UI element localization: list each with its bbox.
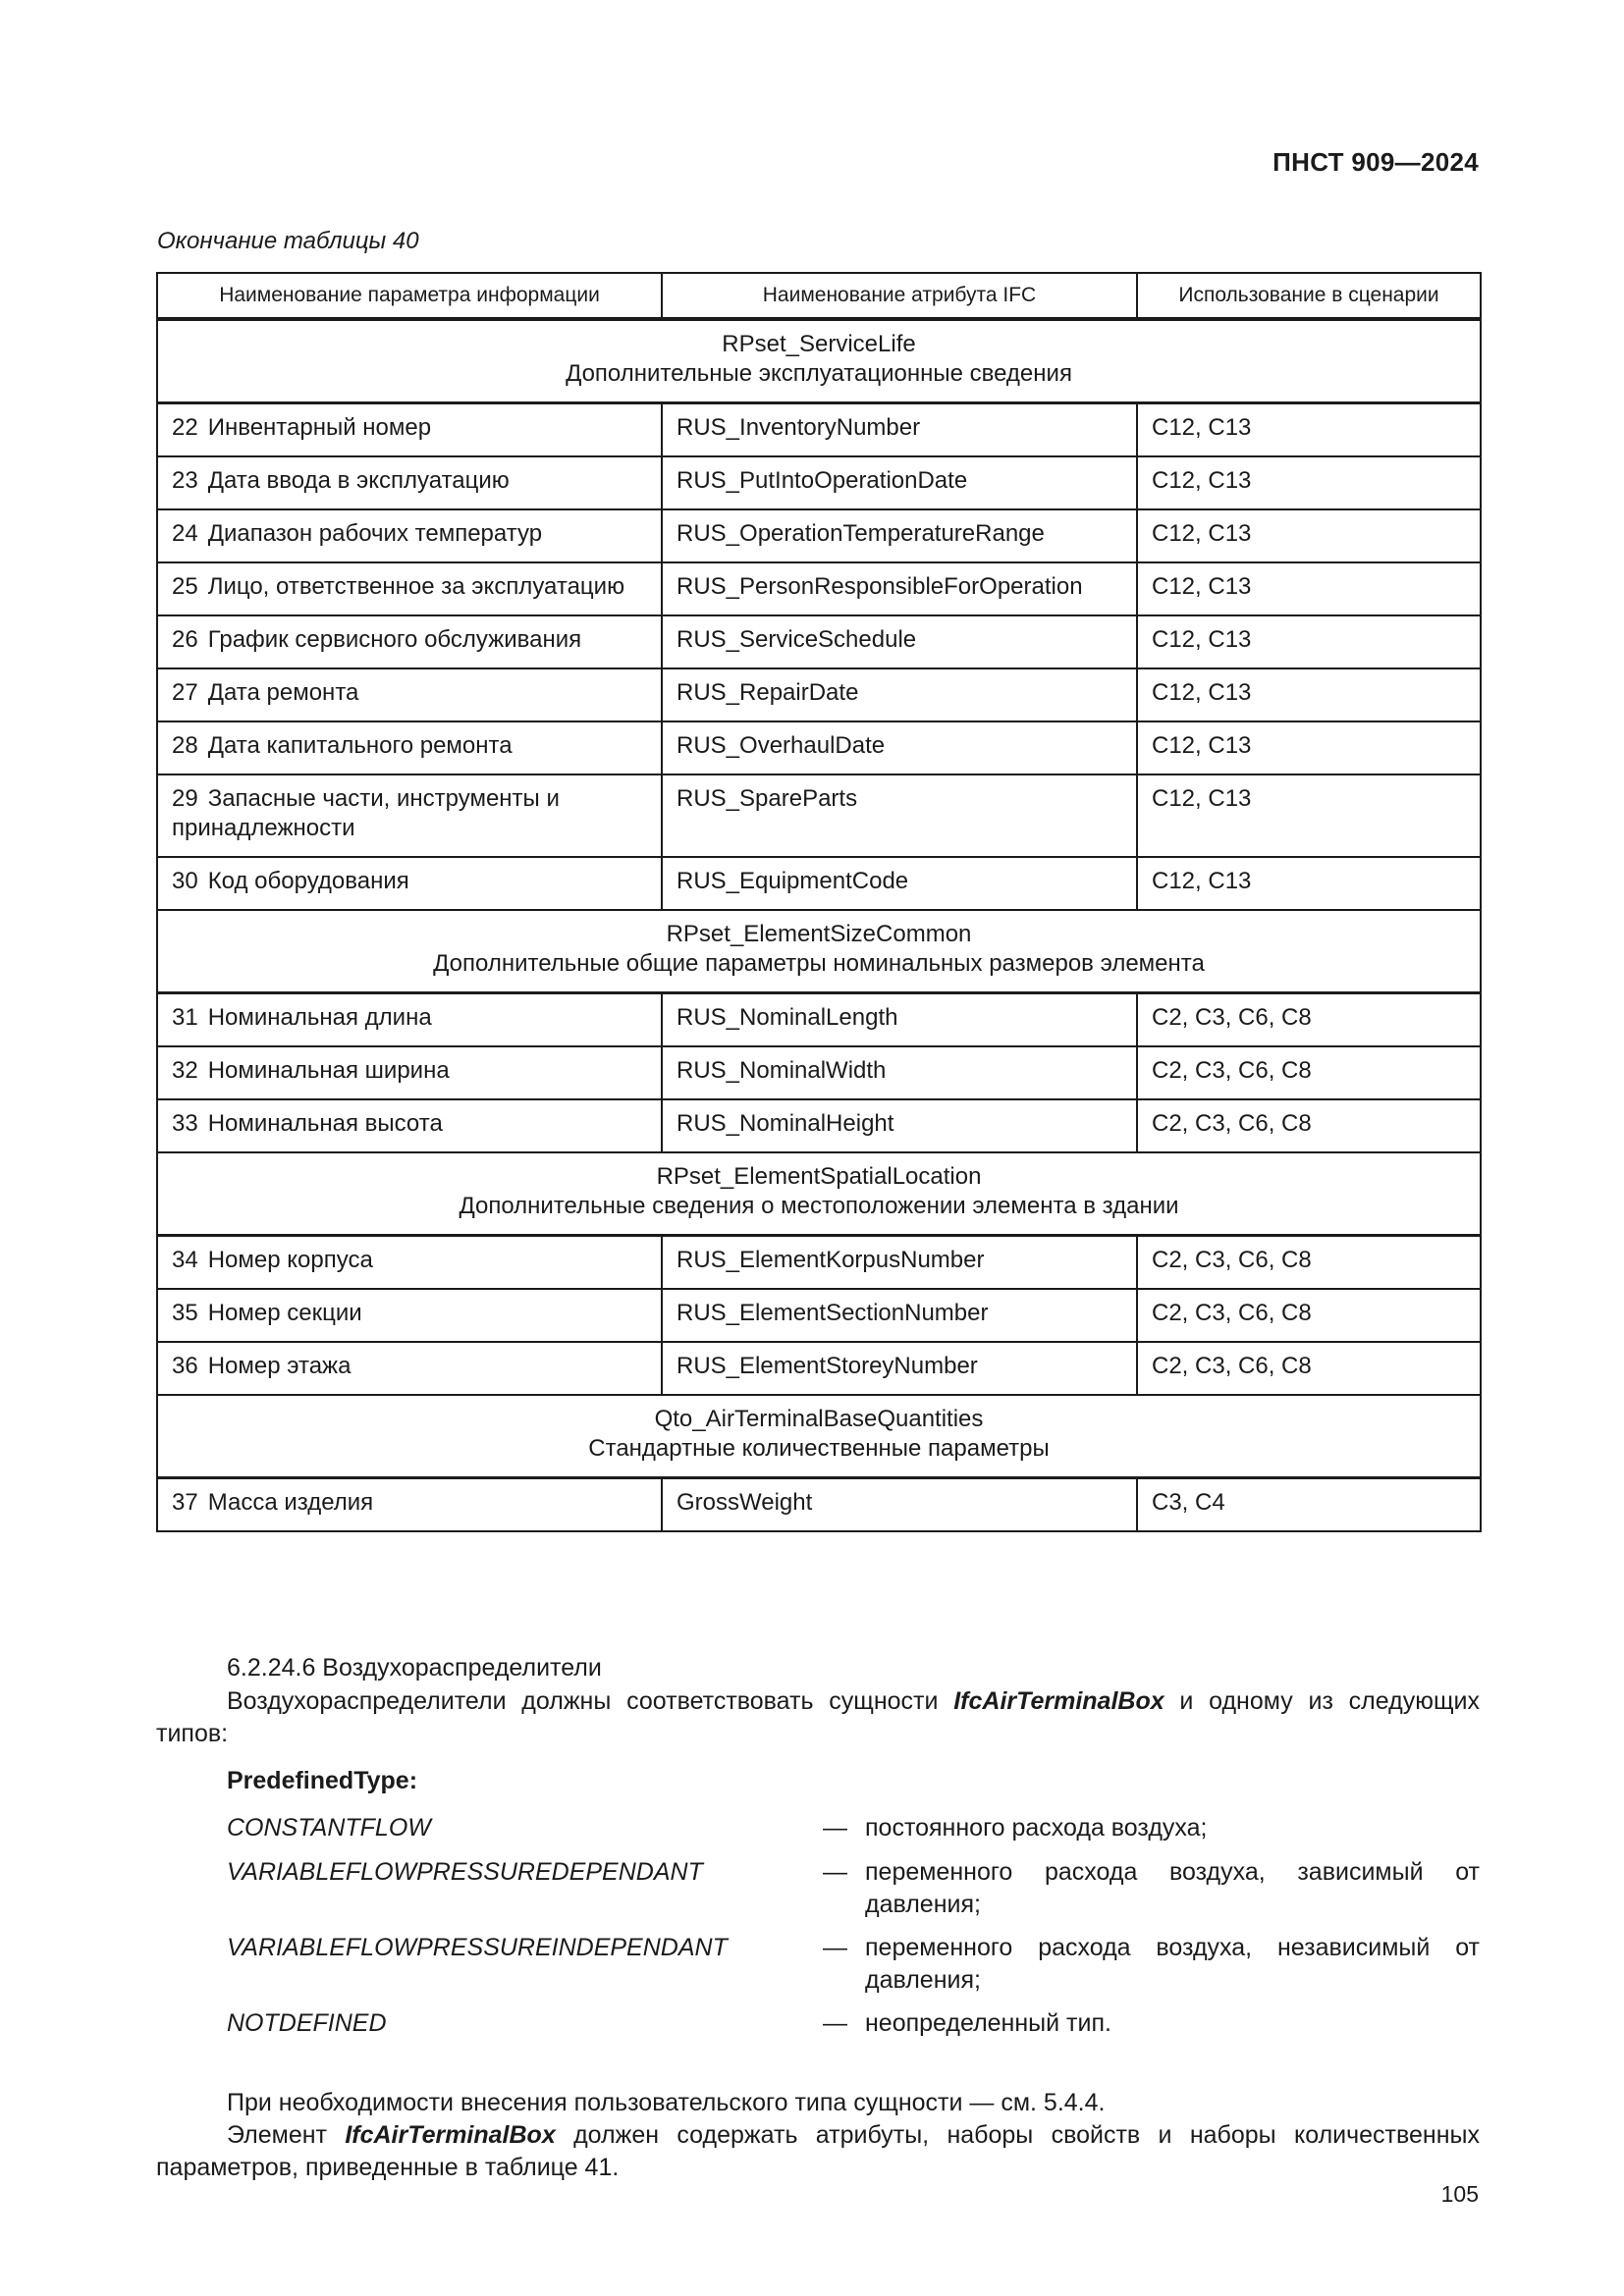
group-title: Qto_AirTerminalBaseQuantities bbox=[654, 1406, 984, 1432]
parameter-cell bbox=[157, 456, 662, 509]
ifc-attribute-cell: GrossWeight bbox=[662, 1478, 1137, 1532]
parameter-name: Масса изделия bbox=[207, 1489, 374, 1516]
scenario-usage-cell: С2, С3, С6, С8 bbox=[1137, 993, 1481, 1047]
parameter-name: Диапазон рабочих температур bbox=[207, 520, 543, 547]
ifc-attribute-cell: RUS_ElementStoreyNumber bbox=[662, 1342, 1137, 1395]
table-row bbox=[157, 509, 1481, 562]
type-dash: — bbox=[823, 2009, 847, 2037]
document-code: ПНСТ 909—2024 bbox=[1272, 147, 1479, 177]
ifc-attribute-cell: RUS_NominalHeight bbox=[662, 1099, 1137, 1152]
parameter-cell bbox=[157, 1046, 662, 1099]
column-header-parameter: Наименование параметра информации bbox=[157, 273, 662, 319]
intro-entity-name: IfcAirTerminalBox bbox=[953, 1687, 1164, 1715]
parameter-cell bbox=[157, 1099, 662, 1152]
parameter-name: Номинальная ширина bbox=[207, 1057, 450, 1084]
table-row bbox=[157, 456, 1481, 509]
scenario-usage-cell: С12, С13 bbox=[1137, 456, 1481, 509]
row-number: 25 bbox=[172, 573, 198, 600]
row-number: 35 bbox=[172, 1300, 198, 1326]
table-row bbox=[157, 562, 1481, 615]
parameter-cell bbox=[157, 993, 662, 1047]
ifc-attribute-cell: RUS_NominalWidth bbox=[662, 1046, 1137, 1099]
scenario-usage-cell: С3, С4 bbox=[1137, 1478, 1481, 1532]
row-number: 36 bbox=[172, 1353, 198, 1379]
group-title: RPset_ElementSizeCommon bbox=[666, 921, 972, 947]
table-group-row bbox=[157, 1395, 1481, 1478]
scenario-usage-cell: С2, С3, С6, С8 bbox=[1137, 1099, 1481, 1152]
element-entity-name: IfcAirTerminalBox bbox=[345, 2121, 556, 2149]
table-group-row bbox=[157, 319, 1481, 403]
scenario-usage-cell: С2, С3, С6, С8 bbox=[1137, 1236, 1481, 1290]
ifc-attribute-cell: RUS_PersonResponsibleForOperation bbox=[662, 562, 1137, 615]
parameter-name: Дата ремонта bbox=[207, 679, 359, 706]
scenario-usage-cell: С12, С13 bbox=[1137, 403, 1481, 457]
parameter-cell bbox=[157, 857, 662, 910]
parameter-name: Номер этажа bbox=[207, 1353, 352, 1379]
scenario-usage-cell: С12, С13 bbox=[1137, 857, 1481, 910]
type-dash: — bbox=[823, 1858, 847, 1886]
column-header-attribute: Наименование атрибута IFC bbox=[662, 273, 1137, 319]
row-number: 27 bbox=[172, 679, 198, 706]
group-header-cell bbox=[157, 1152, 1481, 1236]
row-number: 26 bbox=[172, 626, 198, 653]
ifc-attribute-cell: RUS_EquipmentCode bbox=[662, 857, 1137, 910]
ifc-attribute-cell: RUS_OperationTemperatureRange bbox=[662, 509, 1137, 562]
table-row bbox=[157, 668, 1481, 721]
parameter-cell bbox=[157, 509, 662, 562]
ifc-attribute-cell: RUS_RepairDate bbox=[662, 668, 1137, 721]
page-number: 105 bbox=[1440, 2181, 1479, 2207]
parameter-name: Номинальная высота bbox=[207, 1110, 443, 1137]
ifc-attribute-cell: RUS_SpareParts bbox=[662, 774, 1137, 857]
row-number: 22 bbox=[172, 414, 198, 441]
table-row bbox=[157, 721, 1481, 774]
ifc-attribute-cell: RUS_OverhaulDate bbox=[662, 721, 1137, 774]
parameter-cell bbox=[157, 1236, 662, 1290]
table-row bbox=[157, 403, 1481, 457]
scenario-usage-cell: С2, С3, С6, С8 bbox=[1137, 1046, 1481, 1099]
parameter-cell bbox=[157, 668, 662, 721]
type-description: переменного расхода воздуха, независимый от давления; bbox=[865, 1934, 1480, 1994]
parameter-name: Номинальная длина bbox=[207, 1004, 432, 1031]
type-name: VARIABLEFLOWPRESSUREINDEPENDANT bbox=[227, 1934, 728, 1961]
parameter-cell bbox=[157, 615, 662, 668]
table-group-row bbox=[157, 1152, 1481, 1236]
table-header-row bbox=[157, 273, 1481, 319]
ifc-attribute-cell: RUS_InventoryNumber bbox=[662, 403, 1137, 457]
type-description: постоянного расхода воздуха; bbox=[865, 1814, 1208, 1842]
scenario-usage-cell: С12, С13 bbox=[1137, 615, 1481, 668]
ifc-attribute-cell: RUS_ServiceSchedule bbox=[662, 615, 1137, 668]
section-intro bbox=[156, 1685, 1480, 1750]
table-row bbox=[157, 993, 1481, 1047]
table-row bbox=[157, 1236, 1481, 1290]
parameter-name: Инвентарный номер bbox=[207, 414, 432, 441]
ifc-attribute-cell: RUS_ElementKorpusNumber bbox=[662, 1236, 1137, 1290]
row-number: 30 bbox=[172, 868, 198, 894]
row-number: 34 bbox=[172, 1247, 198, 1273]
type-description: неопределенный тип. bbox=[865, 2009, 1111, 2037]
element-text-after: должен содержать атрибуты, наборы свойств и наборы количественных параметров, приведенные в таблице 41. bbox=[156, 2121, 1480, 2181]
ifc-attribute-cell: RUS_NominalLength bbox=[662, 993, 1137, 1047]
table-body bbox=[157, 319, 1481, 1531]
table-row bbox=[157, 1289, 1481, 1342]
table-row bbox=[157, 857, 1481, 910]
parameter-cell bbox=[157, 1478, 662, 1532]
ifc-attribute-cell: RUS_PutIntoOperationDate bbox=[662, 456, 1137, 509]
element-text-before: Элемент bbox=[227, 2121, 346, 2149]
type-name: VARIABLEFLOWPRESSUREDEPENDANT bbox=[227, 1858, 703, 1886]
custom-type-note: При необходимости внесения пользовательского типа сущности — см. 5.4.4. bbox=[227, 2089, 1106, 2116]
table-row bbox=[157, 615, 1481, 668]
parameter-name: Номер секции bbox=[207, 1300, 362, 1326]
parameter-name: Лицо, ответственное за эксплуатацию bbox=[207, 573, 625, 600]
row-number: 23 bbox=[172, 467, 198, 494]
group-subtitle: Дополнительные общие параметры номинальных размеров элемента bbox=[433, 950, 1205, 977]
row-number: 33 bbox=[172, 1110, 198, 1137]
row-number: 24 bbox=[172, 520, 198, 547]
row-number: 37 bbox=[172, 1489, 198, 1516]
table-row bbox=[157, 1478, 1481, 1532]
type-name: CONSTANTFLOW bbox=[227, 1814, 431, 1842]
group-header-cell bbox=[157, 1395, 1481, 1478]
type-description: переменного расхода воздуха, зависимый от давления; bbox=[865, 1858, 1480, 1918]
table-row bbox=[157, 774, 1481, 857]
parameter-name: Запасные части, инструменты и принадлежности bbox=[172, 785, 560, 841]
parameter-name: Код оборудования bbox=[207, 868, 409, 894]
table-row bbox=[157, 1046, 1481, 1099]
scenario-usage-cell: С12, С13 bbox=[1137, 721, 1481, 774]
type-dash: — bbox=[823, 1934, 847, 1961]
intro-text-before: Воздухораспределители должны соответствовать сущности bbox=[227, 1687, 954, 1715]
parameters-table bbox=[156, 272, 1482, 1532]
group-subtitle: Дополнительные эксплуатационные сведения bbox=[566, 360, 1072, 387]
table-row bbox=[157, 1342, 1481, 1395]
group-subtitle: Дополнительные сведения о местоположении элемента в здании bbox=[459, 1193, 1179, 1219]
row-number: 28 bbox=[172, 732, 198, 759]
predefined-type-label: PredefinedType: bbox=[227, 1767, 418, 1794]
section-heading: 6.2.24.6 Воздухораспределители bbox=[227, 1654, 602, 1682]
parameter-cell bbox=[157, 1289, 662, 1342]
parameter-cell bbox=[157, 721, 662, 774]
scenario-usage-cell: С2, С3, С6, С8 bbox=[1137, 1342, 1481, 1395]
parameter-name: График сервисного обслуживания bbox=[207, 626, 582, 653]
row-number: 31 bbox=[172, 1004, 198, 1031]
scenario-usage-cell: С12, С13 bbox=[1137, 668, 1481, 721]
group-header-cell bbox=[157, 319, 1481, 403]
table-row bbox=[157, 1099, 1481, 1152]
parameter-name: Номер корпуса bbox=[207, 1247, 373, 1273]
type-name: NOTDEFINED bbox=[227, 2009, 387, 2037]
scenario-usage-cell: С12, С13 bbox=[1137, 562, 1481, 615]
group-title: RPset_ElementSpatialLocation bbox=[656, 1163, 982, 1190]
scenario-usage-cell: С12, С13 bbox=[1137, 774, 1481, 857]
table-caption: Окончание таблицы 40 bbox=[157, 228, 419, 254]
parameter-cell bbox=[157, 403, 662, 457]
parameter-name: Дата капитального ремонта bbox=[207, 732, 513, 759]
group-title: RPset_ServiceLife bbox=[722, 331, 916, 357]
parameter-cell bbox=[157, 562, 662, 615]
element-paragraph bbox=[156, 2119, 1480, 2184]
table-group-row bbox=[157, 910, 1481, 993]
group-subtitle: Стандартные количественные параметры bbox=[588, 1435, 1050, 1462]
parameter-name: Дата ввода в эксплуатацию bbox=[207, 467, 510, 494]
intro-text-after: и одному из следующих типов: bbox=[156, 1687, 1480, 1747]
row-number: 32 bbox=[172, 1057, 198, 1084]
parameter-cell bbox=[157, 774, 662, 857]
column-header-usage: Использование в сценарии bbox=[1137, 273, 1481, 319]
parameter-cell bbox=[157, 1342, 662, 1395]
scenario-usage-cell: С2, С3, С6, С8 bbox=[1137, 1289, 1481, 1342]
row-number: 29 bbox=[172, 785, 198, 812]
group-header-cell bbox=[157, 910, 1481, 993]
ifc-attribute-cell: RUS_ElementSectionNumber bbox=[662, 1289, 1137, 1342]
scenario-usage-cell: С12, С13 bbox=[1137, 509, 1481, 562]
type-dash: — bbox=[823, 1814, 847, 1842]
